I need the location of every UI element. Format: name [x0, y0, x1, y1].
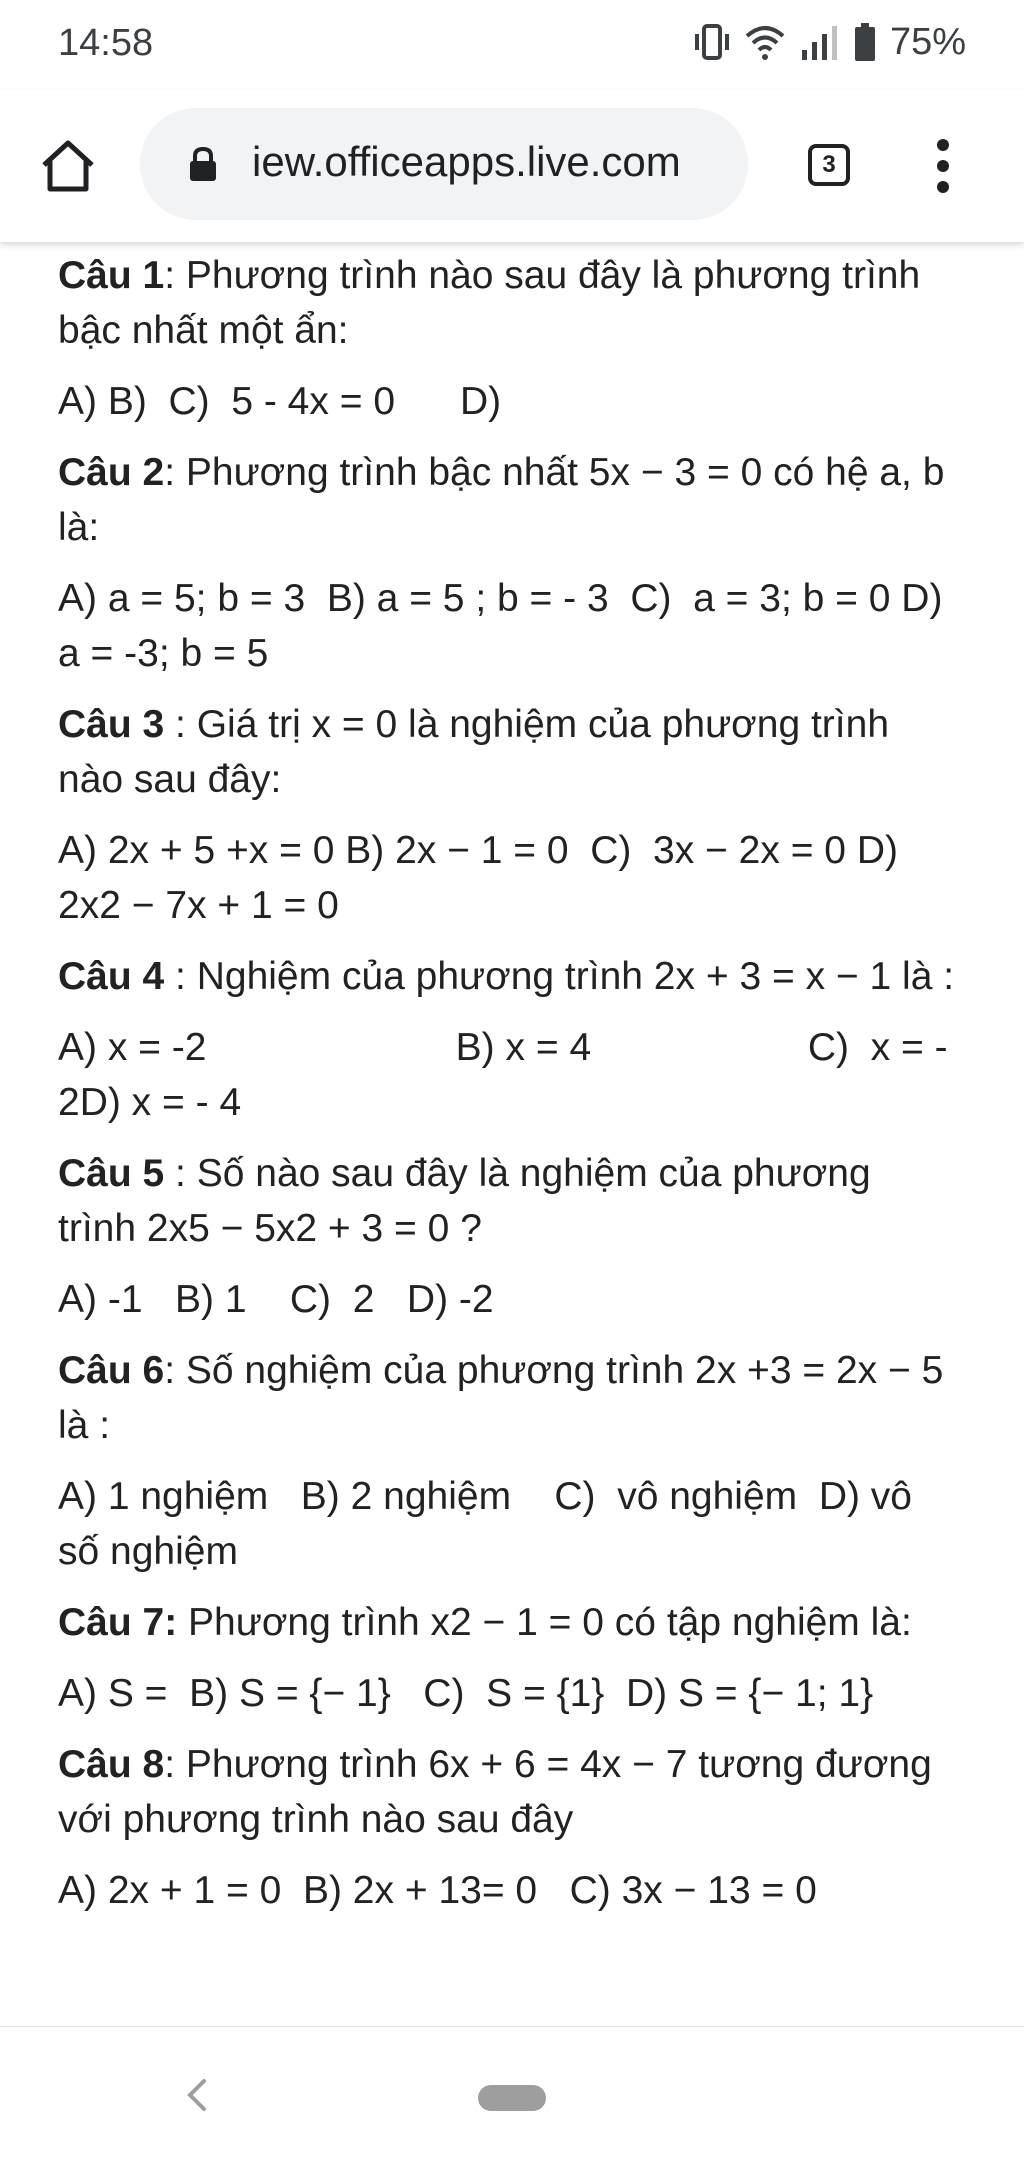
question-block — [58, 445, 958, 681]
question-text — [58, 445, 958, 555]
question-text — [58, 949, 958, 1004]
tab-count: 3 — [822, 151, 836, 178]
url-text[interactable]: iew.officeapps.live.com — [252, 138, 681, 185]
question-body: Phương trình x2 − 1 = 0 có tập nghiệm là: — [177, 1601, 912, 1644]
address-bar[interactable] — [140, 108, 748, 220]
question-text — [58, 1146, 958, 1256]
browser-toolbar — [0, 90, 1024, 242]
home-icon[interactable] — [38, 135, 98, 195]
question-label: Câu 3 — [58, 703, 176, 746]
question-block — [58, 1146, 958, 1327]
question-label: Câu 8 — [58, 1743, 165, 1786]
question-block — [58, 1737, 958, 1918]
question-block — [58, 248, 958, 429]
signal-icon — [800, 22, 840, 62]
answer-options: A) 2x + 5 +x = 0 B) 2x − 1 = 0 C) 3x − 2x = 0 D) 2x2 − 7x + 1 = 0 — [58, 829, 909, 927]
question-label: Câu 1 — [58, 254, 165, 297]
question-text — [58, 1737, 958, 1847]
question-text — [58, 1595, 958, 1650]
answer-options: A) 1 nghiệm B) 2 nghiệm C) vô nghiệm D) vô số nghiệm — [58, 1475, 923, 1573]
answer-options: A) a = 5; b = 3 B) a = 5 ; b = - 3 C) a = 3; b = 0 D) a = -3; b = 5 — [58, 577, 954, 675]
answer-options: A) B) C) 5 - 4x = 0 D) — [58, 380, 502, 423]
question-label: Câu 7: — [58, 1601, 178, 1644]
question-block — [58, 1595, 958, 1721]
more-vert-icon[interactable] — [930, 138, 956, 194]
tab-switcher-button[interactable] — [808, 144, 850, 186]
question-body: : Số nào sau đây là nghiệm của phương trình 2x5 − 5x2 + 3 = 0 ? — [58, 1152, 871, 1250]
home-gesture-pill[interactable] — [478, 2085, 546, 2111]
question-block — [58, 949, 958, 1130]
question-text — [58, 1343, 958, 1453]
lock-icon — [188, 146, 218, 182]
question-text — [58, 697, 958, 807]
answer-options: A) S = B) S = {− 1} C) S = {1} D) S = {− 1; 1} — [58, 1672, 874, 1715]
status-bar — [0, 0, 1024, 90]
question-label: Câu 4 — [58, 955, 176, 998]
question-body: : Nghiệm của phương trình 2x + 3 = x − 1 là : — [175, 955, 955, 998]
question-body: : Phương trình bậc nhất 5x − 3 = 0 có hệ a, b là: — [58, 451, 945, 549]
question-body: : Số nghiệm của phương trình 2x +3 = 2x − 5 là : — [58, 1349, 944, 1447]
status-time: 14:58 — [58, 22, 154, 64]
battery-percent: 75% — [889, 20, 966, 63]
question-body: : Phương trình 6x + 6 = 4x − 7 tương đương với phương trình nào sau đây — [58, 1743, 932, 1841]
document-content — [58, 248, 958, 1934]
question-text — [58, 248, 958, 358]
answer-options: A) -1 B) 1 C) 2 D) -2 — [58, 1278, 494, 1321]
question-label: Câu 2 — [58, 451, 165, 494]
vibrate-icon — [694, 22, 730, 62]
answer-options: A) 2x + 1 = 0 B) 2x + 13= 0 C) 3x − 13 = 0 — [58, 1869, 817, 1912]
question-body: : Giá trị x = 0 là nghiệm của phương trình nào sau đây: — [58, 703, 890, 801]
status-icons — [694, 20, 966, 64]
navigation-bar — [0, 2026, 1024, 2163]
question-block — [58, 1343, 958, 1579]
question-label: Câu 5 — [58, 1152, 176, 1195]
back-icon[interactable] — [182, 2075, 212, 2115]
battery-icon — [854, 22, 876, 62]
wifi-icon — [744, 22, 786, 62]
question-body: : Phương trình nào sau đây là phương trình bậc nhất một ẩn: — [58, 254, 921, 352]
question-block — [58, 697, 958, 933]
question-label: Câu 6 — [58, 1349, 165, 1392]
answer-options: A) x = -2 B) x = 4 C) x = - 2D) x = - 4 — [58, 1026, 959, 1124]
